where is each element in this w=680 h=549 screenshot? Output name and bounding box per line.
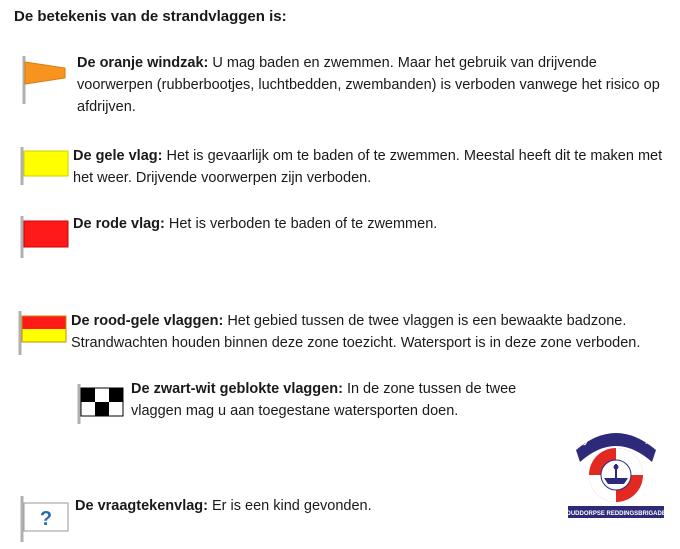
flag-name: De vraagtekenvlag: — [75, 498, 208, 514]
flag-description: Het gebied tussen de twee vlaggen is een bewaakte badzone. Strandwachten houden binnen deze zone toezicht. Watersport is in deze zone verboden. — [71, 313, 641, 351]
entry-red-yellow-flags — [71, 310, 675, 354]
flag-description: U mag baden en zwemmen. Maar het gebruik van drijvende voorwerpen (rubberbootjes, luchtbedden, zwembanden) is verboden vanwege het risico op afdrijven. — [77, 55, 660, 115]
entry-checkered-flags — [131, 378, 551, 422]
question-mark-flag-icon — [19, 495, 71, 543]
question-mark-symbol: ? — [39, 508, 53, 530]
logo-top-text: STRANDWACHT — [577, 420, 655, 448]
checkered-flag-icon — [76, 383, 126, 425]
entry-orange-windsock — [77, 52, 672, 118]
entry-yellow-flag — [73, 145, 673, 189]
flag-name: De oranje windzak: — [77, 55, 209, 71]
entry-red-flag — [73, 213, 673, 235]
flag-name: De rood-gele vlaggen: — [71, 313, 224, 329]
flag-description: Het is verboden te baden of te zwemmen. — [168, 216, 438, 232]
orange-windsock-icon — [20, 54, 70, 106]
red-yellow-flag-icon — [17, 310, 69, 356]
red-flag-icon — [19, 215, 71, 259]
flag-name: De rode vlag: — [73, 216, 165, 232]
flag-description: Het is gevaarlijk om te baden of te zwemmen. Meestal heeft dit te maken met het weer. Drijvende voorwerpen zijn verboden. — [73, 148, 663, 186]
entry-question-flag — [75, 495, 525, 517]
flag-description: In de zone tussen de twee vlaggen mag u aan toegestane watersporten doen. — [131, 381, 517, 419]
flag-name: De zwart-wit geblokte vlaggen: — [131, 381, 343, 397]
yellow-flag-icon — [19, 146, 71, 186]
page-title: De betekenis van de strandvlaggen is: — [14, 8, 287, 25]
flag-name: De gele vlag: — [73, 148, 163, 164]
flag-description: Er is een kind gevonden. — [212, 498, 372, 514]
logo-bottom-text: OUDDORPSE REDDINGSBRIGADE — [566, 511, 666, 517]
strandwacht-logo — [566, 420, 666, 520]
